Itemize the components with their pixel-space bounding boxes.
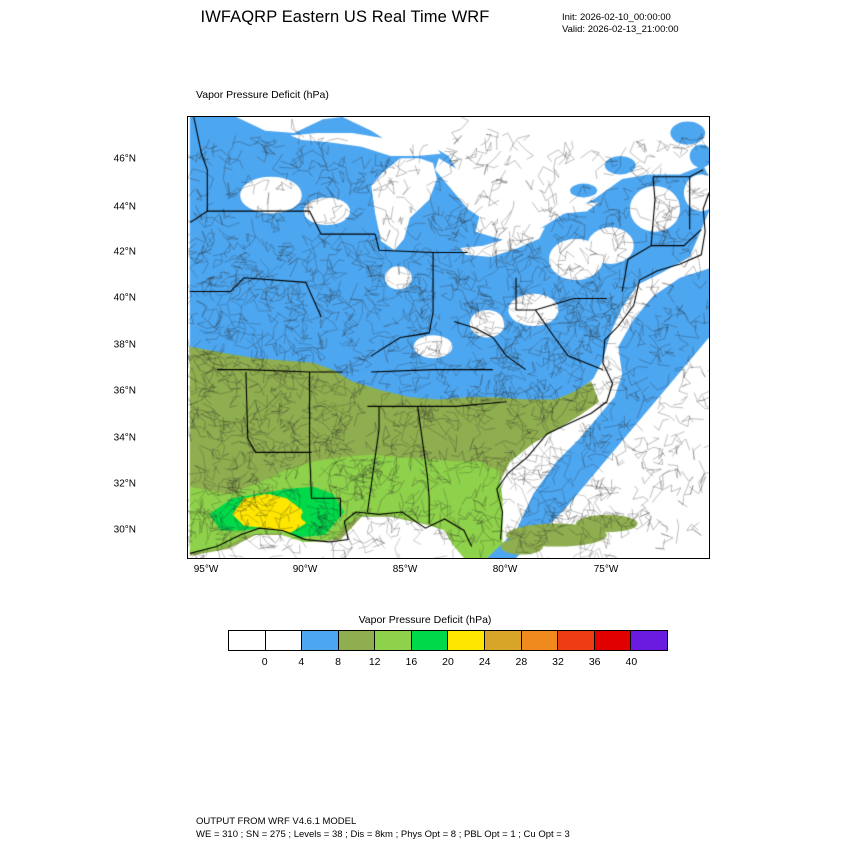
- y-axis-tick: 36°N: [113, 385, 136, 397]
- x-axis-tick: 85°W: [392, 564, 418, 575]
- x-axis-tick: 80°W: [492, 564, 518, 575]
- model-output-footer: [196, 816, 570, 841]
- y-axis-tick: 34°N: [113, 432, 136, 444]
- colorbar-tick-labels: [228, 656, 668, 672]
- colorbar-swatch: [595, 631, 632, 650]
- map-raster: [188, 117, 709, 558]
- run-metadata: [562, 12, 679, 36]
- colorbar: [228, 630, 668, 651]
- colorbar-tick: 20: [442, 656, 454, 668]
- y-axis-tick: 42°N: [113, 246, 136, 258]
- footer-line-2: WE = 310 ; SN = 275 ; Levels = 38 ; Dis = 8km ; Phys Opt = 8 ; PBL Opt = 1 ; Cu Opt = 3: [196, 828, 570, 840]
- y-axis-tick: 30°N: [113, 524, 136, 536]
- colorbar-swatch: [266, 631, 303, 650]
- colorbar-swatch: [302, 631, 339, 650]
- colorbar-tick: 28: [515, 656, 528, 668]
- y-axis-tick: 46°N: [113, 153, 136, 165]
- init-time: Init: 2026-02-10_00:00:00: [562, 12, 671, 23]
- colorbar-swatch: [558, 631, 595, 650]
- colorbar-swatch: [485, 631, 522, 650]
- colorbar-tick: 32: [552, 656, 564, 668]
- colorbar-tick: 0: [261, 656, 268, 668]
- colorbar-swatch: [339, 631, 376, 650]
- colorbar-tick: 24: [478, 656, 491, 668]
- colorbar-swatch: [375, 631, 412, 650]
- colorbar-title: Vapor Pressure Deficit (hPa): [358, 614, 492, 626]
- y-axis-tick: 38°N: [113, 339, 136, 351]
- colorbar-tick: 36: [588, 656, 601, 668]
- x-axis-tick: 75°W: [593, 564, 619, 575]
- x-axis-tick: 95°W: [193, 564, 219, 575]
- map-plot: [187, 116, 710, 559]
- valid-time: Valid: 2026-02-13_21:00:00: [562, 24, 679, 35]
- colorbar-tick: 4: [298, 656, 305, 668]
- panel-field-label: Vapor Pressure Deficit (hPa): [196, 89, 329, 101]
- y-axis-tick: 44°N: [113, 201, 136, 213]
- colorbar-swatch: [448, 631, 485, 650]
- y-axis-tick: 32°N: [113, 478, 136, 490]
- colorbar-tick: 12: [368, 656, 381, 668]
- y-axis-tick: 40°N: [113, 292, 136, 304]
- colorbar-swatch: [229, 631, 266, 650]
- x-axis-tick: 90°W: [292, 564, 318, 575]
- colorbar-tick: 8: [335, 656, 341, 668]
- colorbar-tick: 16: [405, 656, 418, 668]
- colorbar-swatch: [631, 631, 667, 650]
- colorbar-swatch: [522, 631, 559, 650]
- colorbar-tick: 40: [625, 656, 638, 668]
- page-title: IWFAQRP Eastern US Real Time WRF: [200, 8, 490, 26]
- colorbar-swatch: [412, 631, 449, 650]
- footer-line-1: OUTPUT FROM WRF V4.6.1 MODEL: [196, 816, 357, 827]
